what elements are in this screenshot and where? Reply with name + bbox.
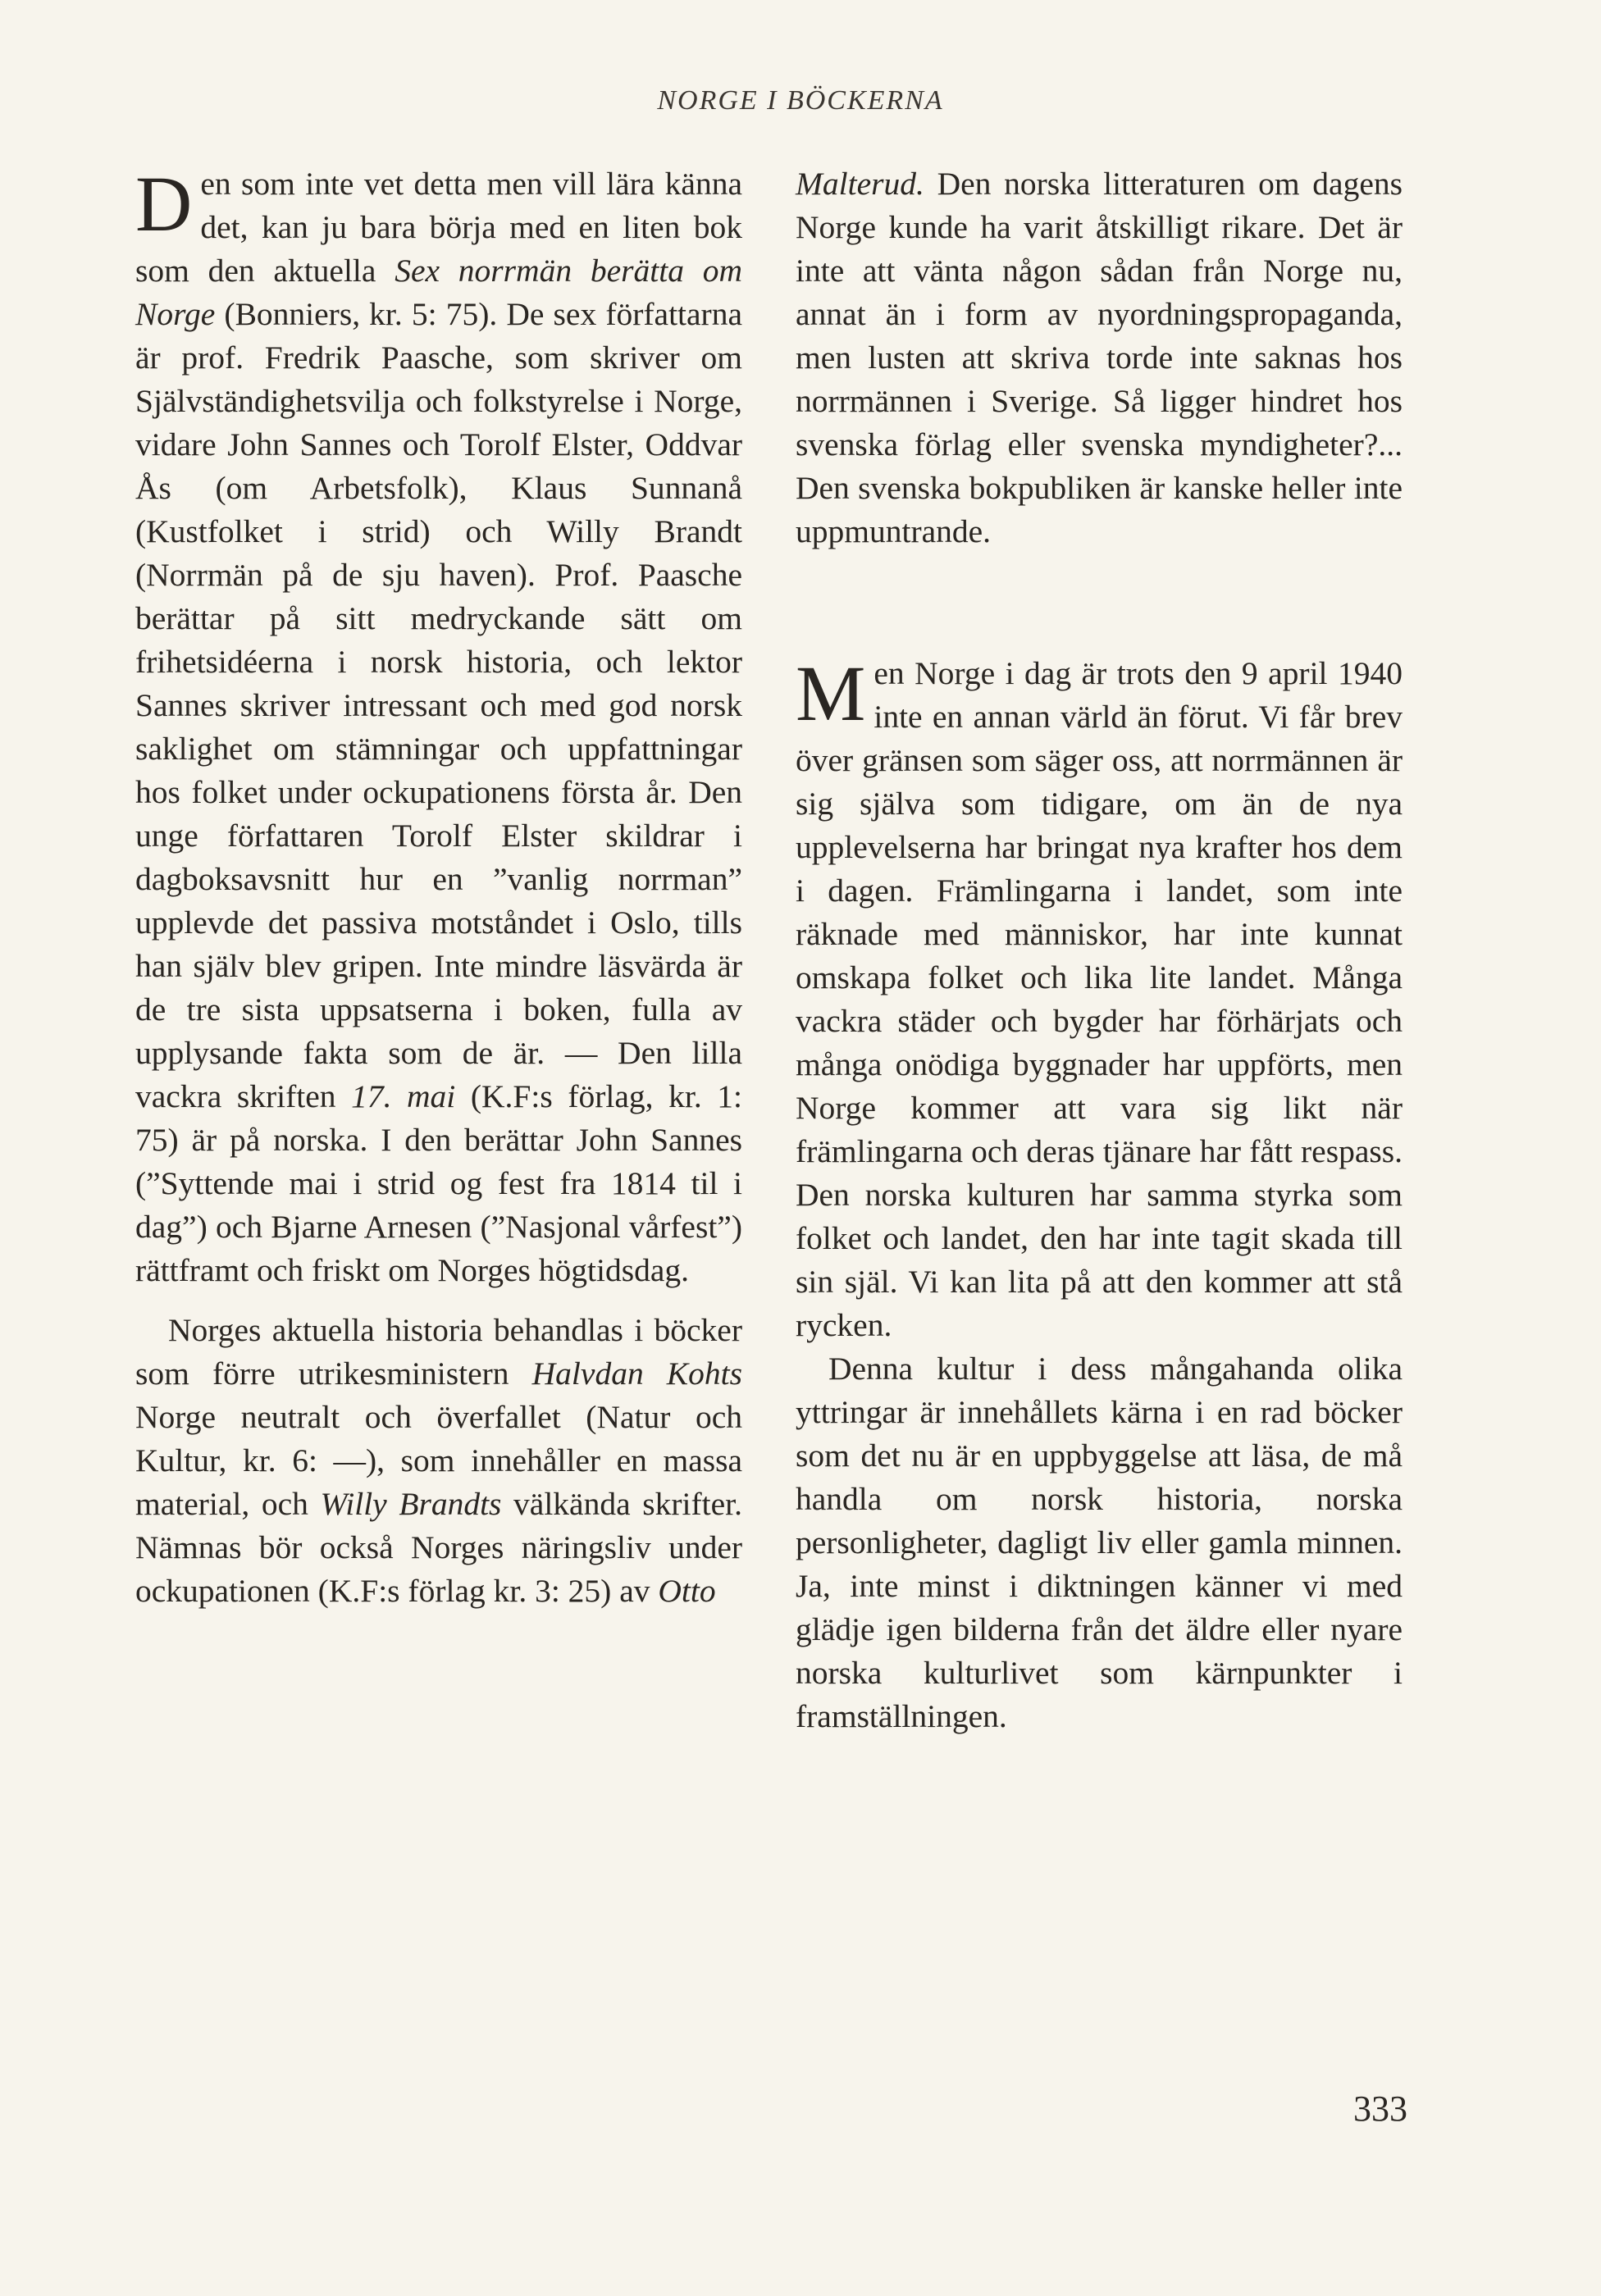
- text-run: en som inte vet detta men vill lära känna det, kan ju bara börja med en liten bok som den aktuella: [135, 166, 742, 289]
- book-title: 17. mai: [351, 1078, 456, 1114]
- text-run: Norge neutralt och överfallet (Natur och Kultur, kr. 6: —), som innehåller en massa material, och: [135, 1399, 742, 1522]
- text-run: (K.F:s förlag, kr. 1: 75) är på norska. I den berättar John Sannes (”Syttende mai i strid og fest fra 1814 til i dag”) och Bjarne Arnesen (”Nasjonal vårfest”) rättframt och friskt om Norges högtidsdag.: [135, 1078, 742, 1288]
- right-column: [796, 162, 1403, 1738]
- text-run: (Bonniers, kr. 5: 75). De sex författarna är prof. Fredrik Paasche, som skriver om Självständighetsvilja och folkstyrelse i Norge, vidare John Sannes och Torolf Elster, Oddvar Ås (om Arbetsfolk), Klaus Sunnanå (Kustfolket i strid) och Willy Brandt (Norrmän på de sju haven). Prof. Paasche berättar på sitt medryckande sätt om frihetsidéerna i norsk historia, och lektor Sannes skriver intressant och med god norsk saklighet om stämningar och uppfattningar hos folket under ockupationens första år. Den unge författaren Torolf Elster skildrar i dagboksavsnitt hur en ”vanlig norrman” upplevde det passiva motståndet i Oslo, tills han själv blev gripen. Inte mindre läsvärda är de tre sista uppsatserna i boken, fulla av upplysande fakta som de är. — Den lilla vackra skriften: [135, 296, 742, 1114]
- book-title: Sex norrmän berätta om Norge: [135, 253, 742, 332]
- page-number: 333: [1353, 2089, 1407, 2129]
- paragraph: [796, 1347, 1403, 1738]
- text-run: en Norge i dag är trots den 9 april 1940 inte en annan värld än förut. Vi får brev över gränsen som säger oss, att norrmännen är sig själva som tidigare, om än de nya upplevelserna har bringat nya krafter hos dem i dagen. Främlingarna i landet, som inte räknade med människor, har inte kunnat omskapa folket och lika lite landet. Många vackra städer och bygder har förhärjats och många onödiga byggnader har uppförts, men Norge kommer att vara sig likt när främlingarna och deras tjänare har fått respass. Den norska kulturen har samma styrka som folket och landet, den har inte tagit skada till sin själ. Vi kan lita på att den kommer att stå rycken.: [796, 655, 1403, 1343]
- drop-cap: D: [135, 160, 193, 248]
- paragraph: [135, 162, 742, 1292]
- author-name: Willy Brandts: [320, 1486, 502, 1522]
- text-run: välkända skrifter. Nämnas bör också Norges näringsliv under ockupationen (K.F:s förlag kr. 3: 25) av: [135, 1486, 742, 1609]
- text-run: Den norska litteraturen om dagens Norge kunde ha varit åtskilligt rikare. Det är inte att vänta någon sådan från Norge nu, annat än i form av nyordningspropaganda, men lusten att skriva torde inte saknas hos norrmännen i Sverige. Så ligger hindret hos svenska förlag eller svenska myndigheter?... Den svenska bokpubliken är kanske heller inte uppmuntrande.: [796, 166, 1403, 549]
- text-run: Denna kultur i dess mångahanda olika yttringar är innehållets kärna i en rad böcker som det nu är en uppbyggelse att läsa, de må handla om norsk historia, norska personligheter, dagligt liv eller gamla minnen. Ja, inte minst i diktningen känner vi med glädje igen bilderna från det äldre eller nyare norska kulturlivet som kärnpunkter i framställningen.: [796, 1351, 1403, 1734]
- paragraph: [135, 1309, 742, 1613]
- running-header: NORGE I BÖCKERNA: [657, 85, 944, 116]
- paragraph: [796, 649, 1403, 1347]
- paragraph: [796, 162, 1403, 554]
- author-name: Otto: [658, 1573, 716, 1609]
- left-column: [135, 162, 742, 1613]
- author-name: Halvdan Kohts: [531, 1355, 742, 1392]
- author-name: Malterud.: [796, 166, 924, 202]
- drop-cap: M: [796, 649, 866, 737]
- text-run: Norges aktuella historia behandlas i böcker som förre utrikesministern: [135, 1312, 742, 1392]
